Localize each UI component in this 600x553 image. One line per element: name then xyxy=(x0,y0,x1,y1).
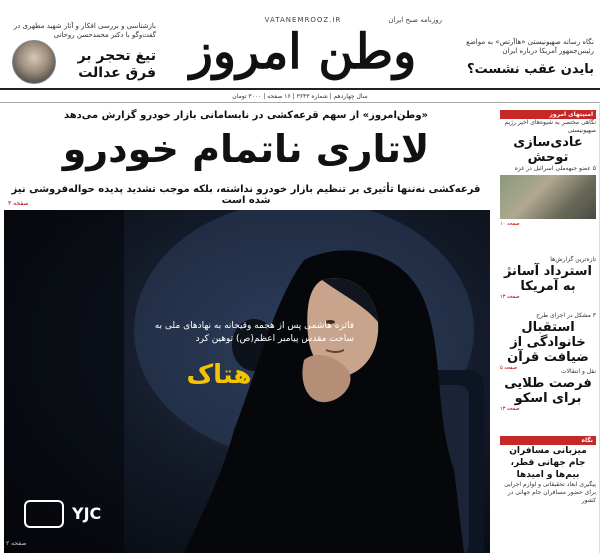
side-story-2[interactable] xyxy=(500,256,596,300)
side-story-5[interactable] xyxy=(500,436,596,505)
side-story-3[interactable] xyxy=(500,312,596,371)
side-headline-1: عادی‌سازی توحش xyxy=(513,135,583,165)
dateline: سال چهاردهم | شماره ۳۶۴۳ | ۱۶ صفحه | ۳۰۰۰ تومان xyxy=(0,91,600,103)
side-section-header-2: نگاه xyxy=(500,436,596,445)
main-headline[interactable]: لاتاری ناتمام خودرو xyxy=(62,127,430,171)
main-subkicker: «وطن‌امروز» از سهم قرعه‌کشی در نابسامانی بازار خودرو گزارش می‌دهد xyxy=(63,110,429,121)
right-teaser-headline: بایدن عقب نشست؟ xyxy=(467,62,594,77)
left-teaser-headline: تیغ تحجر بر فرق عدالت xyxy=(77,48,156,81)
side-headline-5: میزبانی مسافران جام جهانی قطر، بیم‌ها و امیدها xyxy=(509,446,587,480)
side-ref-2: صفحه ۱۳ xyxy=(500,294,520,300)
portrait-photo xyxy=(12,40,56,84)
masthead-right-teaser[interactable] xyxy=(444,38,594,84)
masthead xyxy=(0,0,600,90)
side-kicker-3: ۳ مشکل در اجرای طرح xyxy=(536,312,596,319)
side-column xyxy=(496,104,600,553)
side-kicker-1b: ۵ عضو جبهه‌ملی اسرائیل در غزه xyxy=(514,165,596,172)
side-kicker-1: نگاهی مختصر به شیوه‌های اخیر رژیم صهیونیستی xyxy=(504,119,596,134)
side-body-5: پیگیری ابعاد تحقیقاتی و لوازم اجرایی برای حضور مسافران جام جهانی در کشور xyxy=(504,481,596,504)
left-teaser-kicker: بازشناسی و بررسی افکار و آثار شهید مطهری در گفت‌وگو با دکتر محمدحسن روحانی xyxy=(13,22,156,39)
logo-tagline: روزنامه صبح ایران xyxy=(388,16,442,24)
newspaper-logo[interactable] xyxy=(158,16,448,82)
photo-page-ref: صفحه ۲ xyxy=(6,540,27,547)
side-story-4[interactable] xyxy=(500,368,596,412)
side-kicker-2: تازه‌ترین گزارش‌ها xyxy=(550,256,596,263)
side-kicker-4: نقل و انتقالات xyxy=(560,368,596,375)
side-section-header: امنیتهای امروز xyxy=(500,110,596,119)
cover-photo[interactable] xyxy=(4,210,490,553)
logo-name: وطن امروز xyxy=(189,24,417,80)
photo-caption: فائزه هاشمی پس از هجمه وقیحانه به نهادهای ملی به ساحت مقدس پیامبر اعظم(ص) توهین کرد xyxy=(154,321,354,344)
photo-headline[interactable]: هتاک xyxy=(186,360,252,390)
side-headline-2: استرداد آسانژ به آمریکا xyxy=(503,264,593,294)
main-story xyxy=(0,104,492,553)
agency-logo-icon xyxy=(24,500,64,528)
side-story-1[interactable] xyxy=(500,110,596,227)
right-teaser-kicker: نگاه رسانه صهیونیستی «هاآرتص» به مواضع رئیس‌جمهور آمریکا درباره ایران xyxy=(466,38,594,55)
side-photo xyxy=(500,175,596,219)
side-headline-4: فرصت طلایی برای اسکو xyxy=(504,376,592,406)
side-ref-3: صفحه ۵ xyxy=(500,365,517,371)
logo-site: VATANEMROOZ.IR xyxy=(264,16,342,24)
side-headline-3: استقبال خانوادگی از ضیافت قرآن xyxy=(507,320,589,365)
masthead-left-teaser[interactable] xyxy=(6,22,156,88)
main-lead: قرعه‌کشی نه‌تنها تأثیری بر تنظیم بازار خودرو نداشته، بلکه موجب تشدید پدیده حواله‌فروشی نیز شده است xyxy=(11,184,481,206)
main-page-ref: صفحه ۳ xyxy=(8,200,29,207)
agency-name: YJC xyxy=(72,504,102,523)
side-ref-4: صفحه ۱۳ xyxy=(500,406,520,412)
side-ref-1: صفحه ۱۰ xyxy=(500,221,520,227)
